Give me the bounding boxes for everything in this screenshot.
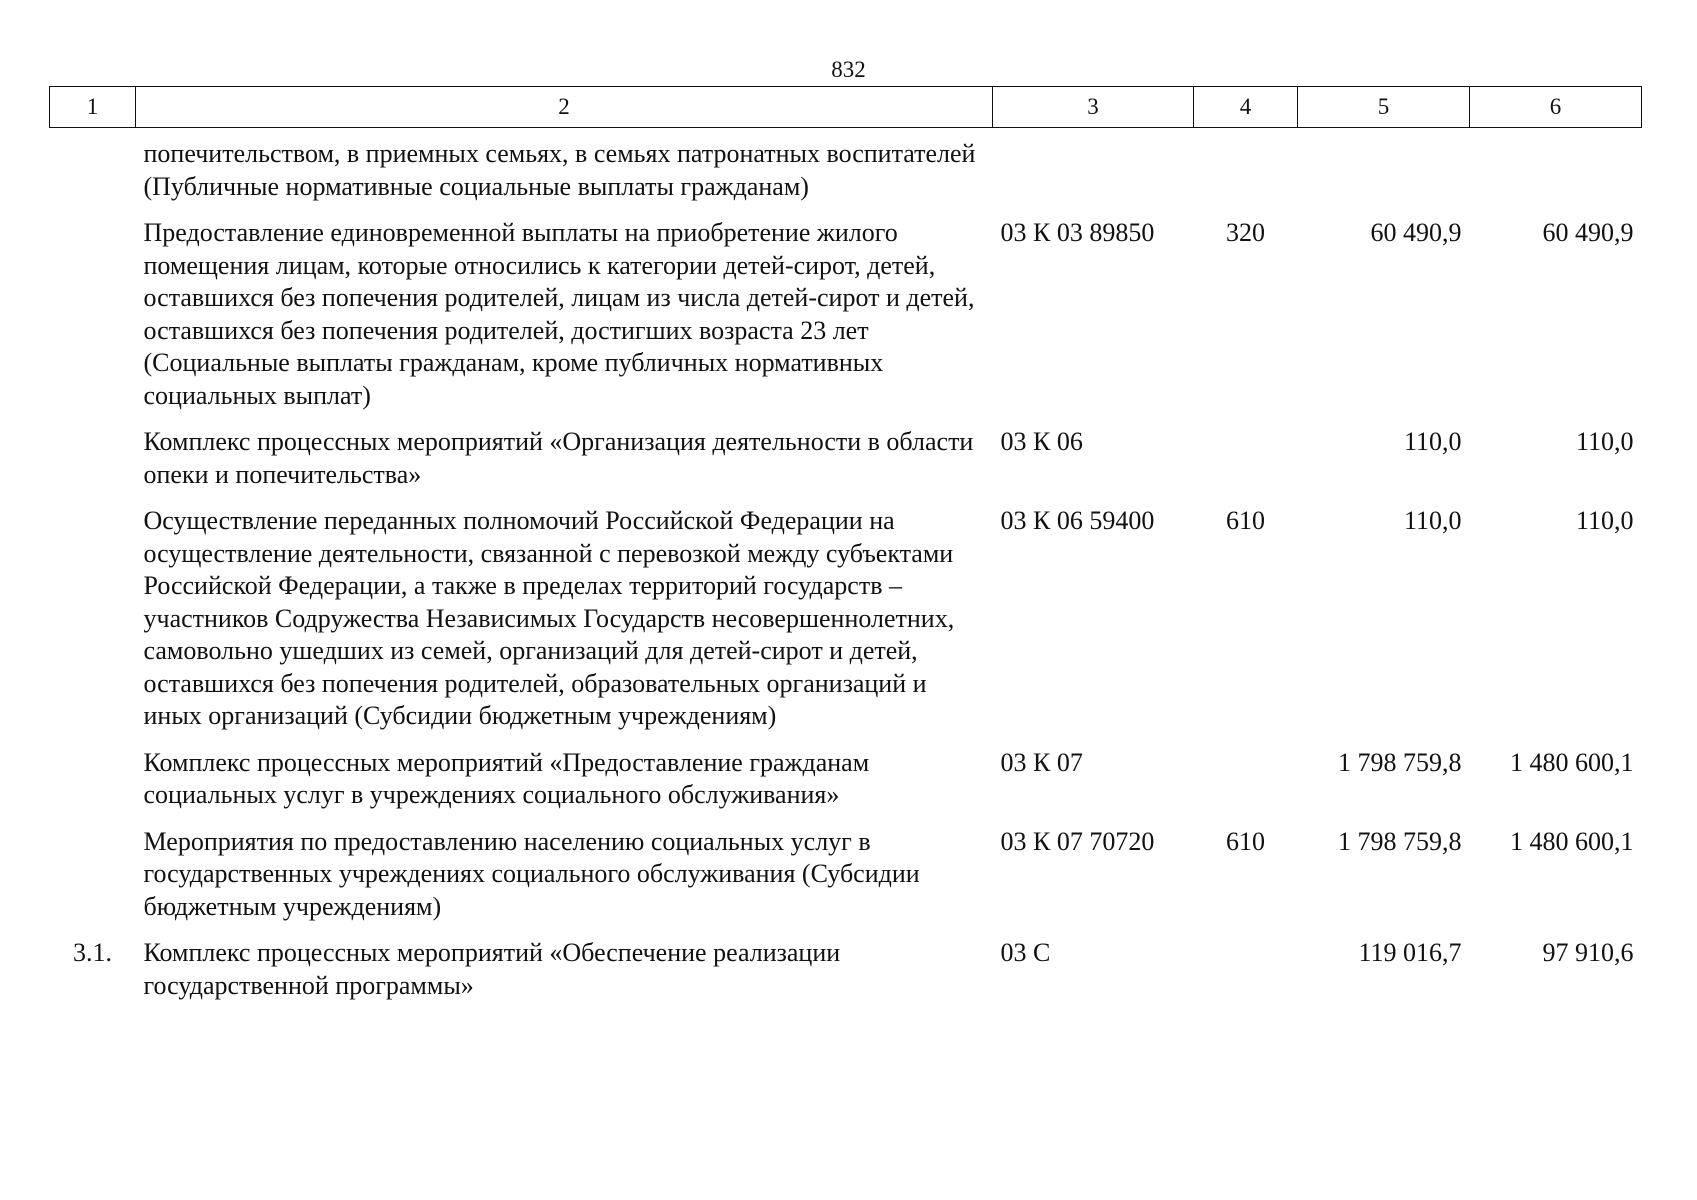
row-description: Комплекс процессных мероприятий «Обеспечение реализации государственной программы» [143,938,841,1000]
row-expense-type: 610 [1226,506,1265,535]
row-target-code: 03 К 06 59400 [1000,506,1155,535]
table-row [50,937,1642,1016]
row-expense-type [1194,426,1298,505]
row-target-code: 03 К 07 [1000,747,1083,777]
row-expense-type [1194,937,1298,1016]
row-number [50,505,136,747]
row-amount-col6: 97 910,6 [1542,938,1634,967]
row-target-code [993,128,1194,218]
row-amount-col5 [1298,128,1470,218]
row-number [50,217,136,426]
row-expense-type [1194,128,1298,218]
row-target-code: 03 С [1000,938,1051,967]
row-number [50,826,136,938]
row-number: 3.1. [73,938,112,967]
row-amount-col6 [1470,128,1642,218]
table-row [50,217,1642,426]
budget-table [49,86,1642,1016]
row-expense-type: 610 [1226,826,1265,856]
row-description: Комплекс процессных мероприятий «Предоставление гражданам социальных услуг в учреждениях социального обслуживания» [143,747,870,809]
header-col-5: 5 [1298,87,1470,128]
row-amount-col5: 60 490,9 [1370,218,1462,247]
table-row [50,426,1642,505]
row-description: попечительством, в приемных семьях, в семьях патронатных воспитателей (Публичные нормативные социальные выплаты гражданам) [143,139,976,201]
row-expense-type [1194,747,1298,826]
table-header [50,87,1642,128]
table-row [50,826,1642,938]
row-target-code: 03 К 03 89850 [1000,218,1155,247]
row-amount-col5: 110,0 [1403,506,1462,535]
table-body [50,128,1642,1017]
row-description: Предоставление единовременной выплаты на приобретение жилого помещения лицам, которые относились к категории детей-сирот, детей, оставшихся без попечения родителей, лицам из числа детей-сирот и детей, оставшихся без попечения родителей, достигших возраста 23 лет (Социальные выплаты гражданам, кроме публичных нормативных социальных выплат) [143,218,975,410]
row-amount-col6: 60 490,9 [1542,218,1634,247]
header-col-1: 1 [50,87,136,128]
row-number [50,747,136,826]
row-target-code: 03 К 06 [1000,427,1083,456]
row-description: Комплекс процессных мероприятий «Организация деятельности в области опеки и попечительства» [143,427,974,489]
header-col-2: 2 [136,87,993,128]
row-amount-col6: 110,0 [1575,427,1634,456]
table-row [50,505,1642,747]
header-col-4: 4 [1194,87,1298,128]
row-amount-col5: 110,0 [1403,427,1462,456]
row-amount-col5: 119 016,7 [1358,938,1462,967]
row-target-code: 03 К 07 70720 [1000,826,1155,856]
row-description: Мероприятия по предоставлению населению социальных услуг в государственных учреждениях социального обслуживания (Субсидии бюджетным учреждениям) [143,826,920,921]
row-description: Осуществление переданных полномочий Российской Федерации на осуществление деятельности, связанной с перевозкой между субъектами Российской Федерации, а также в пределах территорий государств – участников Содружества Независимых Государств несовершеннолетних, самовольно ушедших из семей, организаций для детей-сирот и детей, оставшихся без попечения родителей, образовательных организаций и иных организаций (Субсидии бюджетным учреждениям) [143,506,955,730]
row-number [50,426,136,505]
row-amount-col5: 1 798 759,8 [1338,826,1462,856]
header-row [50,87,1642,128]
row-expense-type: 320 [1226,218,1265,247]
row-amount-col6: 1 480 600,1 [1510,747,1634,777]
page-number: 832 [831,57,866,82]
table-row [50,747,1642,826]
header-col-6: 6 [1470,87,1642,128]
row-amount-col5: 1 798 759,8 [1338,747,1462,777]
header-col-3: 3 [993,87,1194,128]
row-number [50,128,136,218]
table-row [50,128,1642,218]
row-amount-col6: 1 480 600,1 [1510,826,1634,856]
row-amount-col6: 110,0 [1575,506,1634,535]
